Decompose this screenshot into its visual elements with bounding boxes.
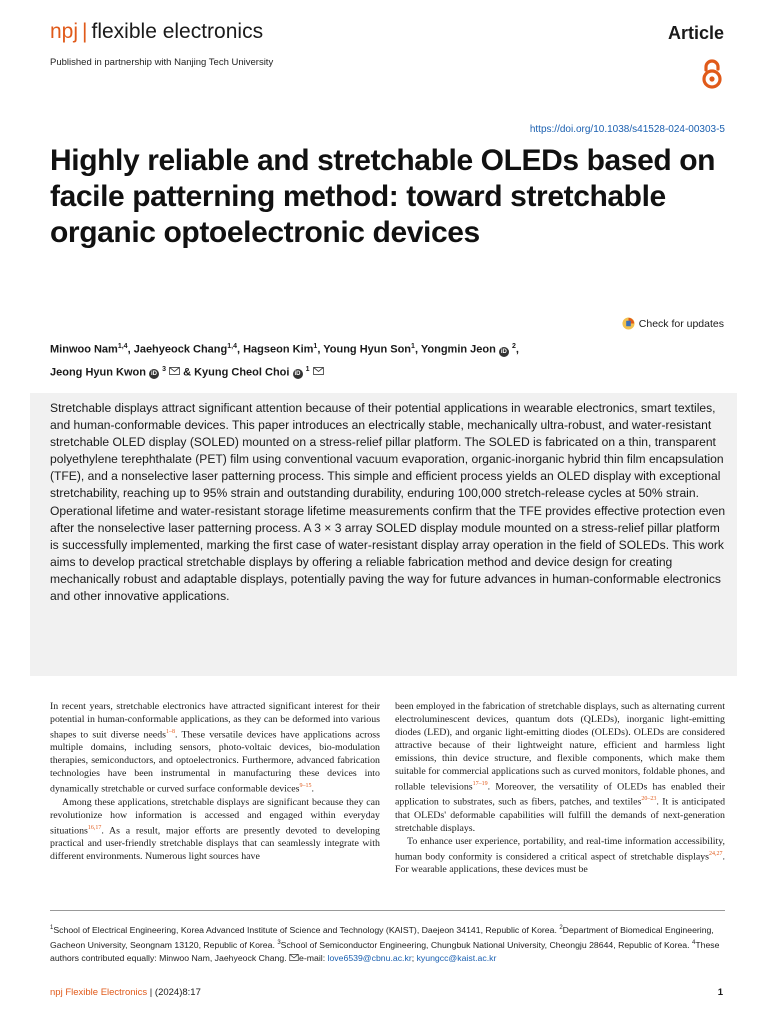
abstract-text: Stretchable displays attract significant attention because of their potential applications in wearable electronics, smart textiles, and human-conformable devices. This paper introduces an electrically stable, mechanically ultra-robust, and water-resistant stretchable OLED display (SOLED) mounted on a stress-relief pillar platform. The SOLED is fabricated on a thin, transparent polyethylene terephthalate (PET) film using conventional vacuum evaporation, organic-inorganic hybrid thin film encapsulation (TFE), and a nonselective laser patterning process. This simple and efficient process yields an OLED display with exceptional stretchability, reaching up to 95% strain and outstanding durability, enduring 100,000 stretch-release cycles at 50% strain. Operational lifetime and water-resistant storage lifetime measurements confirm that the TFE provides effective protection even after the nonselective laser patterning process. A 3 × 3 array SOLED display module mounted on a stress-relief pillar platform is successfully implemented, marking the first case of water-resistant display array operation in the field of SOLEDs. This work aims to develop practical stretchable displays by offering a reliable fabrication method and device design for creating mechanically robust and adaptable displays, potentially paving the way for future advances in human-conformable electronics and other innovative applications.: [50, 401, 726, 604]
author-name[interactable]: Jaehyeock Chang: [133, 343, 228, 356]
body-text: . For wearable applications, these devices must be: [395, 850, 725, 875]
body-text: . Moreover, the versatility of OLEDs has enabled their application to substrates, such as fibers, patches, and textiles: [395, 781, 725, 808]
author-affiliation: 3: [162, 365, 166, 373]
open-access-icon: [700, 58, 724, 90]
affiliation-2: Department of Biomedical Engineering, Gacheon University, Seongnam 13120, Republic of Korea.: [50, 924, 714, 950]
author-name[interactable]: Jeong Hyun Kwon: [50, 366, 146, 379]
footnote-marker: 3: [277, 939, 281, 946]
body-text: . These versatile devices have applications across multiple domains, including sensors, photo-voltaic devices, bio-modulation therapies, semiconductors, and optoelectronics. Furthermore, advanced fabrication technologies have been instrumental in manufacturing these devices into dynamically stretchable or curved surface conformable devices: [50, 729, 380, 795]
body-text: In recent years, stretchable electronics have attracted significant interest for their potential in human-conformable applications, as they can be deformed into various shapes to suit diverse needs: [50, 701, 380, 741]
email-label: e-mail:: [299, 952, 326, 963]
author-name[interactable]: Hagseon Kim: [243, 343, 314, 356]
body-paragraph: [50, 796, 380, 863]
affiliation-3: School of Semiconductor Engineering, Chungbuk National University, Cheongju 28644, Republic of Korea.: [280, 939, 690, 950]
footer-citation: [50, 987, 201, 998]
author-separator: ,: [317, 343, 324, 356]
author-list: [50, 337, 730, 382]
citation-ref[interactable]: 16,17: [87, 824, 102, 831]
affiliation-1: School of Electrical Engineering, Korea Advanced Institute of Science and Technology (KAIST), Daejeon 34141, Republic of Korea.: [53, 924, 557, 935]
author-separator: &: [180, 366, 195, 379]
equal-contribution-note: These authors contributed equally: Minwoo Nam, Jaehyeock Chang.: [50, 939, 720, 963]
doi-link[interactable]: https://doi.org/10.1038/s41528-024-00303-5: [529, 124, 725, 135]
envelope-icon: [289, 954, 299, 961]
author-separator: ,: [515, 343, 519, 356]
body-text: been employed in the fabrication of stretchable displays, such as alternating current electroluminescent devices, quantum dots (QLEDs), inorganic light-emitting diodes (LED), and organic light-emitting diodes (OLEDs). OLEDs are considered attractive because of their lightweight nature, efficient and harmless light emissions, thin device structure, and flexible components, which make them suitable for commercial applications such as curved monitors, foldable phones, and rollable televisions: [395, 701, 725, 793]
author-separator: ,: [236, 343, 244, 356]
journal-name: flexible electronics: [91, 20, 264, 43]
citation-ref[interactable]: 24,27: [709, 850, 723, 857]
body-paragraph: [395, 835, 725, 876]
author-affiliation: 1: [411, 343, 415, 350]
body-paragraph: [395, 700, 725, 835]
author-affiliation: 2: [511, 343, 516, 350]
article-type: Article: [667, 23, 724, 43]
paper-title: Highly reliable and stretchable OLEDs based on facile patterning method: toward stretchable organic optoelectronic devices: [50, 144, 716, 249]
partnership-note: Published in partnership with Nanjing Tech University: [50, 57, 274, 68]
author-separator: ,: [127, 343, 134, 356]
author-affiliation: 1: [313, 343, 318, 350]
journal-prefix: npj: [50, 20, 79, 43]
citation-ref[interactable]: 9–15: [299, 783, 312, 790]
body-text: . It is anticipated that OLEDs' deformable capabilities will fulfill the demands of next-generation stretchable displays.: [395, 796, 726, 834]
author-name[interactable]: Yongmin Jeon: [420, 343, 496, 356]
body-column-right: [395, 700, 725, 876]
footnote-marker: 4: [691, 939, 696, 946]
check-updates-label: Check for updates: [638, 317, 724, 330]
body-paragraph: [50, 700, 380, 796]
email-link[interactable]: love6539@cbnu.ac.kr: [327, 952, 412, 963]
envelope-icon[interactable]: [313, 367, 324, 375]
email-separator: ;: [411, 952, 415, 963]
author-name[interactable]: Minwoo Nam: [50, 343, 118, 356]
footnote-marker: 2: [559, 925, 563, 931]
author-name[interactable]: Young Hyun Son: [323, 343, 412, 356]
body-text: To enhance user experience, portability, and real-time information accessibility, human body conformity is considered a critical aspect of stretchable displays: [395, 835, 725, 862]
footnote-divider: [50, 910, 725, 911]
check-updates-button[interactable]: [622, 317, 724, 330]
orcid-icon[interactable]: iD: [500, 348, 507, 355]
author-affiliation: 1: [305, 365, 310, 373]
body-text: .: [311, 783, 314, 795]
email-link[interactable]: kyungcc@kaist.ac.kr: [416, 952, 497, 963]
footer-journal[interactable]: npj Flexible Electronics: [50, 987, 148, 998]
footnote-marker: 1: [50, 925, 54, 931]
body-text: Among these applications, stretchable displays are significant because they can revolutionize how information is accessed and engaged within everyday situations: [50, 796, 380, 836]
journal-separator: |: [82, 20, 88, 43]
orcid-icon[interactable]: iD: [294, 371, 301, 378]
author-separator: ,: [414, 343, 421, 356]
page-number: 1: [717, 987, 723, 998]
orcid-icon[interactable]: iD: [151, 371, 158, 378]
citation-ref[interactable]: 20–23: [641, 796, 657, 803]
check-updates-icon: [622, 317, 635, 330]
footer-volume: | (2024)8:17: [149, 987, 201, 998]
envelope-icon[interactable]: [169, 367, 180, 375]
author-affiliation: 1,4: [227, 343, 237, 350]
author-affiliation: 1,4: [117, 343, 128, 350]
body-column-left: [50, 700, 380, 863]
body-text: . As a result, major efforts are presently devoted to developing practical and user-friendly stretchable displays that can seamlessly integrate with different environments. Numerous light sources have: [50, 824, 380, 862]
author-name[interactable]: Kyung Cheol Choi: [194, 366, 290, 379]
citation-ref[interactable]: 1–8: [165, 729, 175, 735]
journal-brand: [50, 20, 263, 44]
citation-ref[interactable]: 17–19: [472, 781, 488, 787]
affiliations-footnote: [50, 922, 728, 965]
